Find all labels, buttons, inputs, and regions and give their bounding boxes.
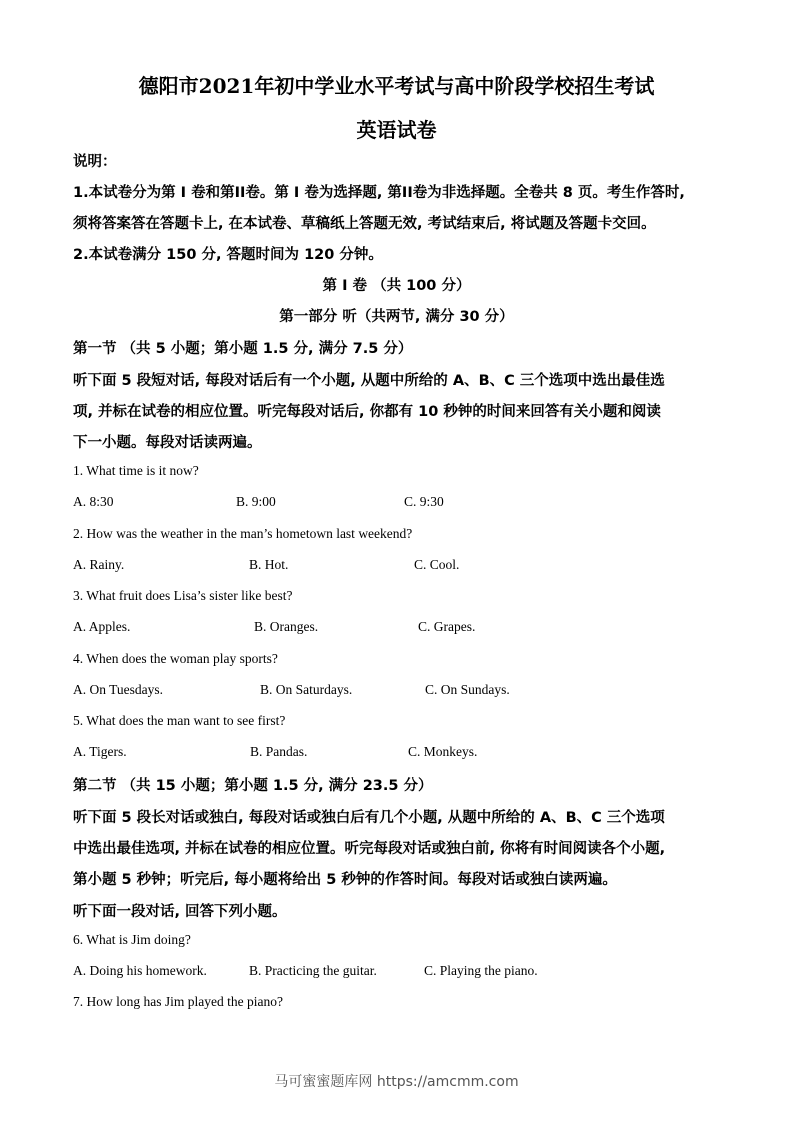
instruction-line: 2.本试卷满分 150 分, 答题时间为 120 分钟。 [73, 247, 383, 263]
question-stem: 1. What time is it now? [73, 463, 199, 478]
option-b: B. Hot. [249, 557, 289, 572]
option-c: C. 9:30 [404, 494, 444, 509]
option-b: B. Practicing the guitar. [249, 963, 377, 978]
sub-direction: 听下面一段对话, 回答下列小题。 [73, 904, 287, 920]
direction-line: 下一小题。每段对话读两遍。 [73, 435, 262, 451]
option-c: C. Playing the piano. [424, 963, 538, 978]
direction-line: 中选出最佳选项, 并标在试卷的相应位置。听完每段对话或独白前, 你将有时间阅读各个小题, [73, 841, 666, 857]
exam-title: 德阳市2021年初中学业水平考试与高中阶段学校招生考试 [138, 74, 655, 98]
section-heading: 第一部分 听（共两节, 满分 30 分） [279, 309, 514, 325]
option-b: B. Pandas. [250, 744, 308, 759]
option-b: B. On Saturdays. [260, 682, 353, 697]
question-stem: 3. What fruit does Lisa’s sister like best? [73, 588, 293, 603]
option-c: C. Monkeys. [408, 744, 478, 759]
question-stem: 7. How long has Jim played the piano? [73, 994, 283, 1009]
option-c: C. Grapes. [418, 619, 476, 634]
option-a: A. 8:30 [73, 494, 114, 509]
option-a: A. Apples. [73, 619, 131, 634]
option-c: C. On Sundays. [425, 682, 510, 697]
instruction-line: 1.本试卷分为第 I 卷和第II卷。第 I 卷为选择题, 第II卷为非选择题。全卷共 8 页。考生作答时, [73, 185, 685, 201]
direction-line: 听下面 5 段短对话, 每段对话后有一个小题, 从题中所给的 A、B、C 三个选项中选出最佳选 [73, 373, 665, 389]
direction-line: 第小题 5 秒钟；听完后, 每小题将给出 5 秒钟的作答时间。每段对话或独白读两遍。 [73, 872, 617, 888]
question-stem: 6. What is Jim doing? [73, 932, 191, 947]
exam-subtitle: 英语试卷 [356, 118, 437, 142]
footer-watermark: 马可蜜蜜题库网 https://amcmm.com [274, 1074, 519, 1090]
option-b: B. Oranges. [254, 619, 319, 634]
direction-line: 项, 并标在试卷的相应位置。听完每段对话后, 你都有 10 秒钟的时间来回答有关小题和阅读 [73, 404, 661, 420]
part-heading: 第 I 卷 （共 100 分） [322, 278, 471, 294]
direction-line: 听下面 5 段长对话或独白, 每段对话或独白后有几个小题, 从题中所给的 A、B、C 三个选项 [73, 810, 665, 826]
instruction-line: 须将答案答在答题卡上, 在本试卷、草稿纸上答题无效, 考试结束后, 将试题及答题卡交回。 [73, 216, 656, 232]
option-a: A. Tigers. [73, 744, 127, 759]
subsection-heading: 第一节 （共 5 小题；第小题 1.5 分, 满分 7.5 分） [73, 341, 413, 357]
option-a: A. Rainy. [73, 557, 125, 572]
instructions-label: 说明： [73, 154, 117, 170]
question-stem: 4. When does the woman play sports? [73, 651, 278, 666]
option-a: A. Doing his homework. [73, 963, 207, 978]
question-stem: 2. How was the weather in the man’s hometown last weekend? [73, 526, 413, 541]
question-stem: 5. What does the man want to see first? [73, 713, 286, 728]
option-b: B. 9:00 [236, 494, 276, 509]
subsection-heading: 第二节 （共 15 小题；第小题 1.5 分, 满分 23.5 分） [73, 778, 433, 794]
option-c: C. Cool. [414, 557, 460, 572]
option-a: A. On Tuesdays. [73, 682, 164, 697]
